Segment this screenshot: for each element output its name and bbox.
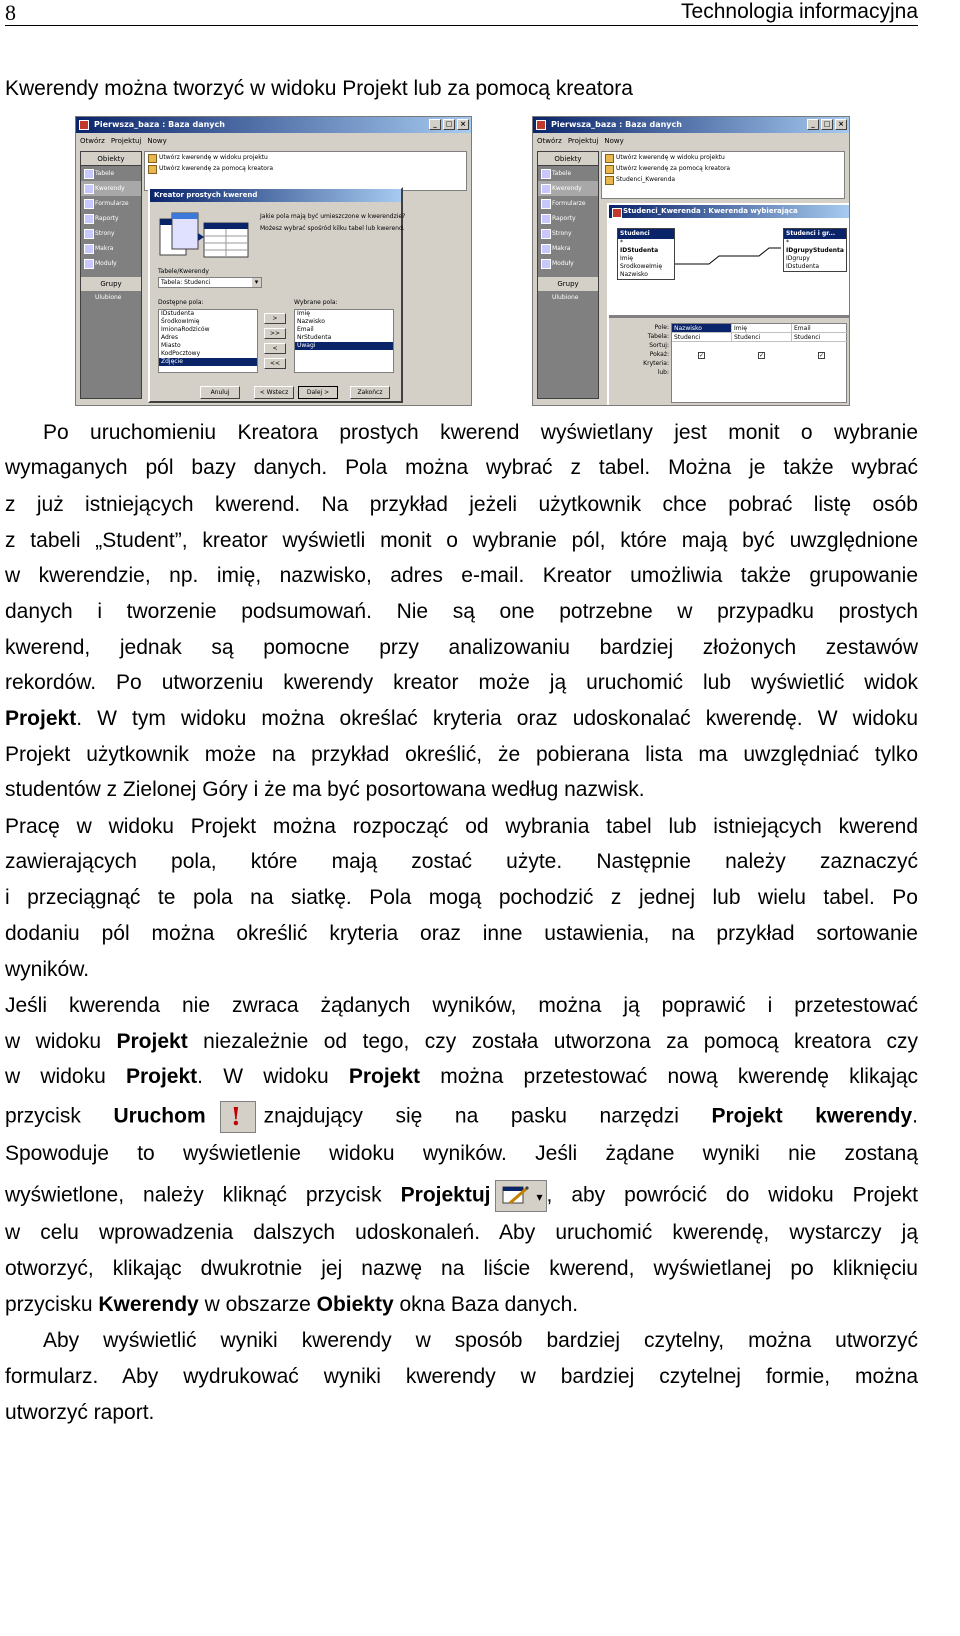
bold-term: Projekt kwerendy (711, 1104, 913, 1128)
maximize-icon[interactable]: □ (821, 119, 833, 130)
paragraph-line: formularz. Aby wydrukować wyniki kwerendy w bardziej czytelnej formie, można (5, 1365, 918, 1388)
grid-cell-field[interactable]: Email (792, 324, 850, 333)
list-item[interactable]: IDstudenta (161, 310, 195, 317)
grid-cell-table[interactable]: Studenci (732, 333, 792, 342)
grid-label-criteria: Kryteria: (643, 360, 669, 367)
screenshot-simple-query-wizard (75, 116, 472, 406)
paragraph-span: w widoku (5, 1065, 126, 1088)
paragraph-line (5, 1064, 918, 1090)
move-all-button[interactable]: >> (264, 328, 286, 339)
table-field[interactable]: * (786, 239, 789, 246)
paragraph-line: Pracę w widoku Projekt można rozpocząć od wybrania tabel lub istniejących kwerend (5, 815, 918, 838)
design-button[interactable]: Projektuj (567, 137, 599, 145)
selected-fields-label: Wybrane pola: (294, 299, 338, 306)
paragraph-line: Po uruchomieniu Kreatora prostych kwerend wyświetlany jest monit o wybranie (43, 421, 918, 444)
objects-bar (80, 151, 142, 399)
table-pane (609, 218, 849, 318)
new-button[interactable]: Nowy (147, 137, 167, 145)
paragraph-line (5, 1029, 918, 1055)
window-title: Pierwsza_baza : Baza danych (94, 120, 225, 129)
paragraph-span: okna Baza danych. (393, 1293, 579, 1316)
access-app-icon (79, 120, 89, 130)
query-icon (612, 208, 622, 218)
queries-list (601, 151, 845, 199)
cancel-button[interactable]: Anuluj (200, 386, 240, 399)
access-app-icon (536, 120, 546, 130)
table-field[interactable]: IDgrupyStudenta (786, 247, 844, 254)
list-item[interactable]: Email (297, 326, 314, 333)
close-icon[interactable]: × (457, 119, 469, 130)
bold-term: Projektuj (400, 1183, 491, 1207)
table-studenci[interactable] (617, 228, 675, 280)
design-button[interactable]: Projektuj (110, 137, 142, 145)
grid-cell-field[interactable]: Nazwisko (672, 324, 732, 333)
paragraph-line: Jeśli kwerenda nie zwraca żądanych wyników, można ją poprawić i przetestować (5, 994, 918, 1017)
objects-item-macros[interactable]: Makra (538, 241, 598, 256)
objects-header[interactable]: Obiekty (538, 152, 598, 166)
paragraph-span: niezależnie od tego, czy została utworzona za pomocą kreatora czy (187, 1030, 918, 1053)
objects-bar (537, 151, 599, 399)
objects-item-tables[interactable]: Tabele (81, 166, 141, 181)
paragraph-line: w celu wprowadzenia dalszych udoskonaleń. Aby uruchomić kwerendę, wystarczy ją (5, 1221, 918, 1244)
table-field[interactable]: Imię (620, 255, 633, 262)
available-fields-list[interactable] (158, 309, 258, 373)
groups-header[interactable]: Grupy (81, 277, 141, 291)
grid-cell-table[interactable]: Studenci (672, 333, 732, 342)
objects-header[interactable]: Obiekty (81, 152, 141, 166)
grid-columns (671, 323, 847, 403)
paragraph-line: utworzyć raport. (5, 1401, 155, 1424)
objects-item-forms[interactable]: Formularze (538, 196, 598, 211)
paragraph-span: wyświetlone, należy kliknąć przycisk (5, 1183, 401, 1207)
bold-term: Uruchom (113, 1104, 206, 1128)
grid-label-show: Pokaż: (649, 351, 669, 358)
wizard-instructions (260, 211, 405, 235)
objects-item-queries[interactable]: Kwerendy (538, 181, 598, 196)
paragraph-line: Projekt użytkownik może na przykład określić, że pobierana lista ma uwzględniać tylko (5, 743, 918, 766)
back-button[interactable]: < Wstecz (254, 386, 294, 399)
paragraph-line: w kwerendzie, np. imię, nazwisko, adres e-mail. Kreator umożliwia także grupowanie (5, 564, 918, 587)
page-header (5, 0, 918, 26)
window-buttons (429, 119, 469, 130)
bold-term: Projekt (125, 1065, 198, 1088)
queries-list (144, 151, 467, 191)
list-item[interactable]: Zdjęcie (159, 358, 257, 366)
paragraph-span: można przetestować nową kwerendę klikając (420, 1065, 918, 1088)
page-number: 8 (5, 0, 16, 25)
show-checkbox[interactable]: ✓ (819, 352, 825, 359)
groups-item-favorites[interactable]: Ulubione (552, 294, 579, 301)
query-design-window (607, 203, 850, 406)
grid-cell-field[interactable]: Imię (732, 324, 792, 333)
list-item[interactable]: Utwórz kwerendę za pomocą kreatora (602, 163, 844, 174)
query-window-title (609, 205, 849, 218)
paragraph-line (5, 706, 918, 732)
design-grid (611, 323, 847, 403)
tables-combo[interactable]: Tabela: Studenci ▾ (158, 277, 262, 288)
paragraph-span: , aby powrócić do widoku Projekt (546, 1183, 918, 1207)
objects-item-macros[interactable]: Makra (81, 241, 141, 256)
paragraph-line: i przeciągnąć te pola na siatkę. Pola mogą pochodzić z jednej lub wielu tabel. Po (5, 886, 918, 909)
table-field[interactable]: * (620, 239, 623, 246)
list-item[interactable]: Uwagi (295, 342, 393, 350)
paragraph-span: przycisk (5, 1104, 114, 1128)
objects-item-reports[interactable]: Raporty (538, 211, 598, 226)
table-name: Studenci (618, 229, 674, 239)
intro-text: Kwerendy można tworzyć w widoku Projekt lub za pomocą kreatora (5, 77, 633, 100)
bold-term: Projekt (348, 1065, 421, 1088)
list-item[interactable]: Utwórz kwerendę w widoku projektu (602, 152, 844, 163)
run-query-icon: ! (220, 1101, 256, 1133)
bold-term: Kwerendy (98, 1293, 199, 1316)
window-title: Pierwsza_baza : Baza danych (551, 120, 682, 129)
paragraph-span: znajdujący się na pasku narzędzi (263, 1104, 712, 1128)
show-checkbox[interactable]: ✓ (759, 352, 765, 359)
show-checkbox[interactable]: ✓ (699, 352, 705, 359)
grid-label-table: Tabela: (647, 333, 669, 340)
objects-item-pages[interactable]: Strony (81, 226, 141, 241)
window-title-bar (76, 117, 471, 133)
simple-query-wizard-dialog (148, 187, 406, 403)
paragraph-line: wyników. (5, 958, 90, 981)
maximize-icon[interactable]: □ (443, 119, 455, 130)
grid-cell-table[interactable]: Studenci (792, 333, 850, 342)
query-title: Studenci_Kwerenda : Kwerenda wybierająca (623, 207, 798, 215)
objects-item-pages[interactable]: Strony (538, 226, 598, 241)
list-item[interactable]: Adres (161, 334, 178, 341)
db-toolbar (76, 133, 471, 149)
close-icon[interactable]: × (835, 119, 847, 130)
table-field[interactable]: ŚrodkoweImię (620, 263, 663, 270)
list-item[interactable]: ŚrodkowImię (161, 318, 200, 325)
list-item[interactable]: Miasto (161, 342, 181, 349)
wizard-hint: Możesz wybrać spośród kilku tabel lub kwerend. (260, 225, 405, 232)
list-item[interactable]: Studenci_Kwerenda (602, 174, 844, 185)
grid-label-sort: Sortuj: (649, 342, 669, 349)
wizard-question: Jakie pola mają być umieszczone w kwerendzie? (260, 213, 406, 220)
remove-one-button[interactable]: < (264, 343, 286, 354)
minimize-icon[interactable]: _ (807, 119, 819, 130)
list-item[interactable]: KodPocztowy (161, 350, 201, 357)
objects-item-tables[interactable]: Tabele (538, 166, 598, 181)
list-item[interactable]: ImionaRodziców (161, 326, 210, 333)
running-title: Technologia informacyjna (681, 0, 918, 23)
open-button[interactable]: Otwórz (537, 137, 562, 145)
window-title-bar (533, 117, 849, 133)
list-item[interactable]: Imię (297, 310, 310, 317)
available-fields-label: Dostępne pola: (158, 299, 204, 306)
list-item[interactable]: Nazwisko (297, 318, 325, 325)
paragraph-line: z tabeli „Student”, kreator wyświetli monit o wybranie pól, które mają być uwzględnione (5, 529, 918, 552)
list-item[interactable]: Utwórz kwerendę za pomocą kreatora (145, 163, 466, 174)
paragraph-line: dodaniu pól można określić kryteria oraz inne ustawienia, na przykład sortowanie (5, 922, 918, 945)
table-field[interactable]: Nazwisko (620, 271, 648, 278)
paragraph-line: rekordów. Po utworzeniu kwerendy kreator może ją uruchomić lub wyświetlić widok (5, 671, 918, 694)
finish-button[interactable]: Zakończ (350, 386, 390, 399)
paragraph-span: . W tym widoku można określać kryteria oraz udoskonalać kwerendę. W widoku (76, 707, 918, 730)
list-item[interactable]: Utwórz kwerendę w widoku projektu (145, 152, 466, 163)
table-field[interactable]: IDStudenta (620, 247, 659, 254)
paragraph-line: z już istniejących kwerend. Na przykład jeżeli użytkownik chce pobrać listę osób (5, 493, 918, 516)
minimize-icon[interactable]: _ (429, 119, 441, 130)
table-field[interactable]: IDstudenta (786, 263, 820, 270)
open-button[interactable]: Otwórz (80, 137, 105, 145)
paragraph-line: wymaganych pól bazy danych. Pola można wybrać z tabel. Można je także wybrać (5, 456, 918, 479)
list-item[interactable]: NrStudenta (297, 334, 332, 341)
table-field[interactable]: IDgrupy (786, 255, 810, 262)
bold-term: Obiekty (316, 1293, 394, 1316)
objects-item-queries[interactable]: Kwerendy (81, 181, 141, 196)
paragraph-line: Spowoduje to wyświetlenie widoku wyników. Jeśli żądane wyniki nie zostaną (5, 1142, 918, 1165)
paragraph-line: studentów z Zielonej Góry i że ma być posortowana według nazwisk. (5, 778, 645, 801)
window-buttons (807, 119, 847, 130)
paragraph-line: kwerend, jednak są pomocne przy analizowaniu bardziej złożonych zestawów (5, 636, 918, 659)
groups-item-favorites[interactable]: Ulubione (95, 294, 122, 301)
paragraph-span: w widoku (5, 1030, 117, 1053)
design-view-icon: ▾ (495, 1180, 547, 1212)
objects-item-forms[interactable]: Formularze (81, 196, 141, 211)
groups-header[interactable]: Grupy (538, 277, 598, 291)
bold-term: Projekt (116, 1030, 188, 1053)
paragraph-line (5, 1180, 918, 1212)
db-toolbar (533, 133, 849, 149)
table-name: Studenci i gr... (784, 229, 846, 239)
next-button[interactable]: Dalej > (298, 386, 338, 399)
move-buttons (264, 313, 286, 369)
paragraph-span: . W widoku (197, 1065, 349, 1088)
table-studenci-grupy[interactable] (783, 228, 847, 272)
grid-label-field: Pole: (654, 324, 669, 331)
paragraph-line (5, 1292, 918, 1318)
bold-term: Projekt (5, 707, 77, 730)
grid-label-or: lub: (657, 369, 669, 376)
paragraph-line: danych i tworzenie podsumowań. Nie są one potrzebne w przypadku prostych (5, 600, 918, 623)
wizard-title: Kreator prostych kwerend (150, 189, 401, 202)
tables-label: Tabele/Kwerendy (158, 268, 209, 275)
screenshot-query-design-view (532, 116, 850, 406)
paragraph-line (5, 1101, 918, 1133)
paragraph-span: w obszarze (198, 1293, 317, 1316)
wizard-illustration (158, 209, 252, 265)
new-button[interactable]: Nowy (604, 137, 624, 145)
paragraph-span: przycisku (5, 1293, 99, 1316)
selected-fields-list[interactable] (294, 309, 394, 373)
paragraph-line: otworzyć, klikając dwukrotnie jej nazwę na liście kwerend, wyświetlanej po kliknięciu (5, 1257, 918, 1280)
paragraph-line: zawierających pola, które mają zostać użyte. Następnie należy zaznaczyć (5, 850, 918, 873)
objects-item-reports[interactable]: Raporty (81, 211, 141, 226)
move-one-button[interactable]: > (264, 313, 286, 324)
paragraph-span: . (912, 1104, 918, 1128)
objects-item-modules[interactable]: Moduły (538, 256, 598, 271)
objects-item-modules[interactable]: Moduły (81, 256, 141, 271)
remove-all-button[interactable]: << (264, 358, 286, 369)
paragraph-line: Aby wyświetlić wyniki kwerendy w sposób bardziej czytelny, można utworzyć (43, 1329, 918, 1352)
